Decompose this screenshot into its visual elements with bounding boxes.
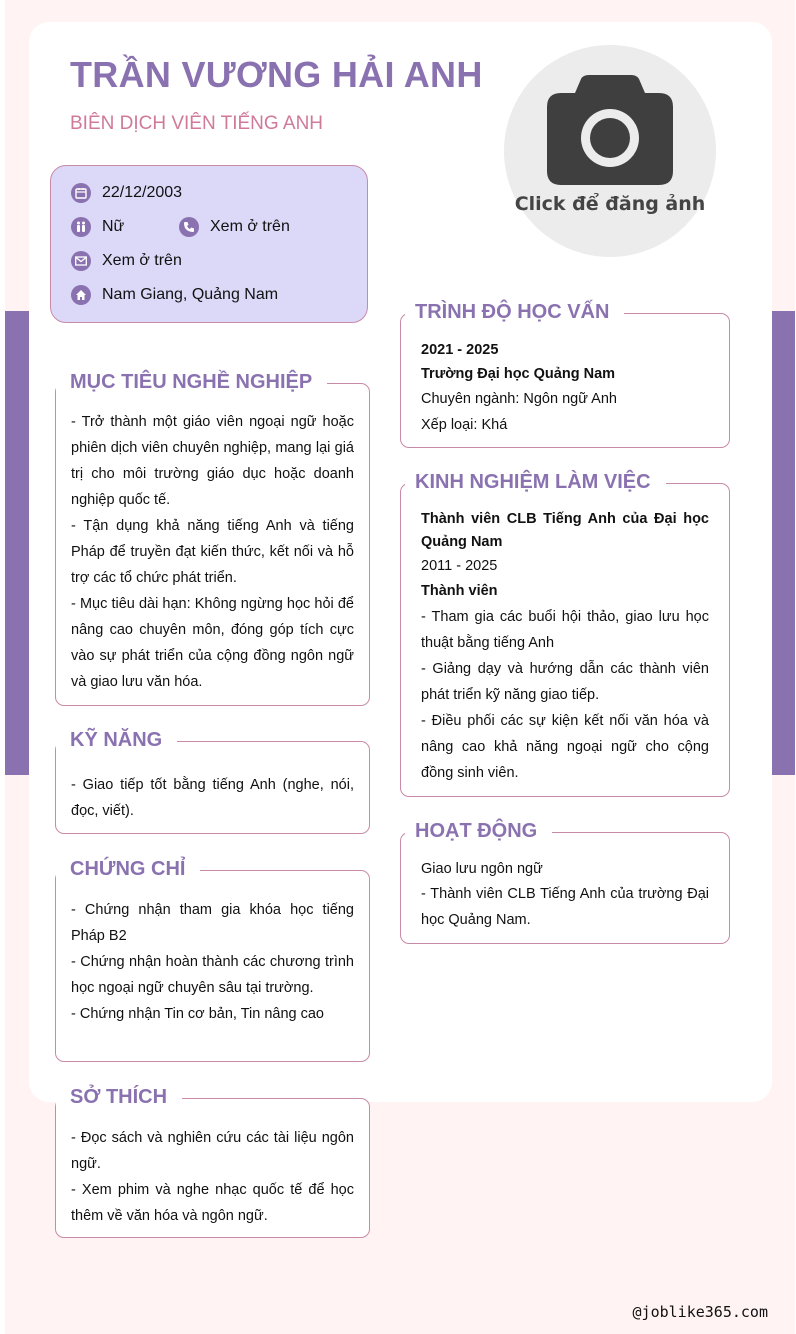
skills-body[interactable] xyxy=(71,772,354,824)
objective-item: - Trở thành một giáo viên ngoại ngữ hoặc phiên dịch viên chuyên nghiệp, mang lại giá trị cho môi trường giáo dục hoặc doanh nghiệp quốc tế. xyxy=(71,414,354,508)
activities-body[interactable] xyxy=(421,857,709,933)
contact-box xyxy=(50,165,368,323)
certificate-item: - Chứng nhận tham gia khóa học tiếng Pháp B2 xyxy=(71,902,354,944)
hobbies-section xyxy=(55,1098,370,1238)
job-title[interactable]: BIÊN DỊCH VIÊN TIẾNG ANH xyxy=(70,113,324,134)
certificate-item: - Chứng nhận hoàn thành các chương trình học ngoại ngữ chuyên sâu tại trường. xyxy=(71,954,354,996)
phone-icon xyxy=(179,217,199,237)
certificates-body[interactable] xyxy=(71,897,354,1027)
gender-row xyxy=(71,217,290,237)
objective-item: - Tận dụng khả năng tiếng Anh và tiếng Pháp để truyền đạt kiến thức, kết nối và hỗ trợ các tổ chức phát triển. xyxy=(71,518,354,586)
education-title: TRÌNH ĐỘ HỌC VẤN xyxy=(405,300,624,324)
activities-section xyxy=(400,832,730,944)
birthday-value[interactable]: 22/12/2003 xyxy=(102,184,183,201)
activities-heading: Giao lưu ngôn ngữ xyxy=(421,861,543,877)
objective-body[interactable] xyxy=(71,409,354,695)
hobbies-title: SỞ THÍCH xyxy=(56,1085,182,1109)
skills-section xyxy=(55,741,370,834)
skills-item: - Giao tiếp tốt bằng tiếng Anh (nghe, nói, đọc, viết). xyxy=(71,777,354,819)
hobby-item: - Đọc sách và nghiên cứu các tài liệu ngôn ngữ. xyxy=(71,1130,354,1172)
experience-org: Thành viên CLB Tiếng Anh của Đại học Quảng Nam xyxy=(421,511,709,550)
experience-title: KINH NGHIỆM LÀM VIỆC xyxy=(405,470,666,494)
calendar-icon xyxy=(71,183,91,203)
watermark: @joblike365.com xyxy=(632,1303,768,1321)
certificate-item: - Chứng nhận Tin cơ bản, Tin nâng cao xyxy=(71,1006,324,1022)
hobby-item: - Xem phim và nghe nhạc quốc tế để học thêm về văn hóa và ngôn ngữ. xyxy=(71,1182,354,1224)
education-rank: Xếp loại: Khá xyxy=(421,417,508,433)
right-accent-band xyxy=(771,311,795,775)
experience-period: 2011 - 2025 xyxy=(421,558,498,574)
email-value[interactable]: Xem ở trên xyxy=(102,252,182,269)
hobbies-body[interactable] xyxy=(71,1125,354,1229)
resume-page xyxy=(5,0,795,1334)
objective-item: - Mục tiêu dài hạn: Không ngừng học hỏi để nâng cao chuyên môn, đóng góp tích cực vào sự phát triển của cộng đồng ngôn ngữ và giao lưu văn hóa. xyxy=(71,596,354,690)
phone-value[interactable]: Xem ở trên xyxy=(210,218,290,235)
education-period: 2021 - 2025 xyxy=(421,342,499,358)
address-row xyxy=(71,285,278,305)
camera-icon xyxy=(545,75,675,187)
gender-value[interactable]: Nữ xyxy=(102,218,125,235)
photo-upload-label: Click để đăng ảnh xyxy=(514,193,706,215)
experience-body[interactable] xyxy=(421,508,709,786)
activities-item: - Thành viên CLB Tiếng Anh của trường Đại học Quảng Nam. xyxy=(421,886,709,928)
email-icon xyxy=(71,251,91,271)
activities-title: HOẠT ĐỘNG xyxy=(405,819,552,843)
experience-role: Thành viên xyxy=(421,583,498,599)
experience-section xyxy=(400,483,730,797)
candidate-name[interactable]: TRẦN VƯƠNG HẢI ANH xyxy=(70,54,483,95)
email-row xyxy=(71,251,182,271)
birthday-row xyxy=(71,183,182,203)
certificates-title: CHỨNG CHỈ xyxy=(56,857,200,881)
left-accent-band xyxy=(5,311,29,775)
photo-upload[interactable] xyxy=(504,45,716,257)
experience-item: - Tham gia các buổi hội thảo, giao lưu học thuật bằng tiếng Anh xyxy=(421,609,709,651)
certificates-section xyxy=(55,870,370,1062)
education-major: Chuyên ngành: Ngôn ngữ Anh xyxy=(421,391,617,407)
skills-title: KỸ NĂNG xyxy=(56,728,177,752)
education-school: Trường Đại học Quảng Nam xyxy=(421,366,616,382)
experience-item: - Điều phối các sự kiện kết nối văn hóa và nâng cao khả năng ngoại ngữ cho cộng đồng sinh viên. xyxy=(421,713,709,781)
objective-section xyxy=(55,383,370,706)
objective-title: MỤC TIÊU NGHỀ NGHIỆP xyxy=(56,370,327,394)
address-value[interactable]: Nam Giang, Quảng Nam xyxy=(102,286,279,303)
gender-icon xyxy=(71,217,91,237)
experience-item: - Giảng dạy và hướng dẫn các thành viên phát triển kỹ năng giao tiếp. xyxy=(421,661,709,703)
home-icon xyxy=(71,285,91,305)
education-section xyxy=(400,313,730,448)
education-body[interactable] xyxy=(421,338,709,438)
